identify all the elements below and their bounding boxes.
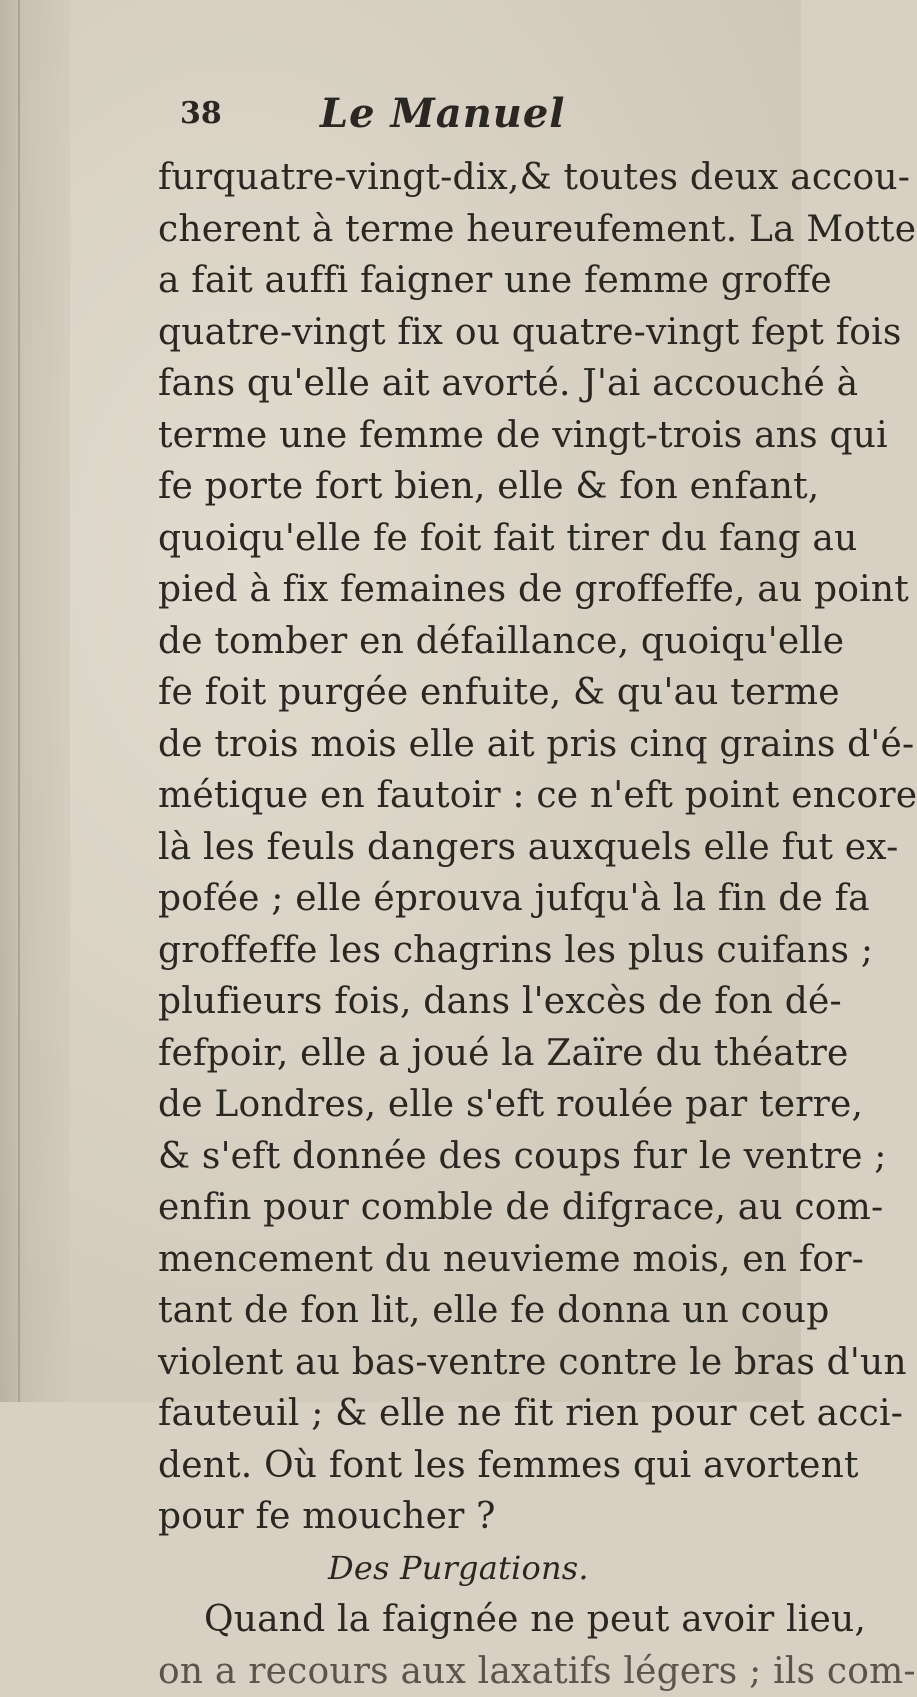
text-line: on a recours aux laxatifs légers ; ils com- xyxy=(158,1646,768,1697)
text-line: furquatre-vingt-dix,& toutes deux accou- xyxy=(158,152,768,204)
page-header xyxy=(180,96,650,136)
text-line: dent. Où font les femmes qui avortent xyxy=(158,1440,768,1492)
text-line: terme une femme de vingt-trois ans qui xyxy=(158,410,768,462)
text-line: tant de fon lit, elle fe donna un coup xyxy=(158,1285,768,1337)
text-line: fe porte fort bien, elle & fon enfant, xyxy=(158,461,768,513)
text-line: enfin pour comble de difgrace, au com- xyxy=(158,1182,768,1234)
text-line: & s'eft donnée des coups fur le ventre ; xyxy=(158,1131,768,1183)
text-line: de Londres, elle s'eft roulée par terre, xyxy=(158,1079,768,1131)
page-number: 38 xyxy=(180,96,222,131)
text-line: groffeffe les chagrins les plus cuifans ; xyxy=(158,925,768,977)
body-text xyxy=(158,152,768,1697)
running-title: Le Manuel xyxy=(320,90,566,137)
text-line: de trois mois elle ait pris cinq grains d'é- xyxy=(158,719,768,771)
text-line: quatre-vingt fix ou quatre-vingt fept fois xyxy=(158,307,768,359)
page-fold-line xyxy=(18,0,20,1402)
text-line: a fait auffi faigner une femme groffe xyxy=(158,255,768,307)
text-line: pour fe moucher ? xyxy=(158,1491,768,1543)
text-line: quoiqu'elle fe foit fait tirer du fang au xyxy=(158,513,768,565)
text-line: Quand la faignée ne peut avoir lieu, xyxy=(158,1594,768,1646)
text-line: fe foit purgée enfuite, & qu'au terme xyxy=(158,667,768,719)
text-line: fefpoir, elle a joué la Zaïre du théatre xyxy=(158,1028,768,1080)
text-line: mencement du neuvieme mois, en for- xyxy=(158,1234,768,1286)
text-line: fans qu'elle ait avorté. J'ai accouché à xyxy=(158,358,768,410)
page-gutter-shadow xyxy=(0,0,70,1402)
text-line: de tomber en défaillance, quoiqu'elle xyxy=(158,616,768,668)
text-line: fauteuil ; & elle ne fit rien pour cet acci- xyxy=(158,1388,768,1440)
text-line: métique en fautoir : ce n'eft point encore xyxy=(158,770,768,822)
text-line: là les feuls dangers auxquels elle fut ex- xyxy=(158,822,768,874)
text-line: plufieurs fois, dans l'excès de fon dé- xyxy=(158,976,768,1028)
section-heading: Des Purgations. xyxy=(158,1543,768,1595)
text-line: cherent à terme heureufement. La Motte xyxy=(158,204,768,256)
text-line: violent au bas-ventre contre le bras d'un xyxy=(158,1337,768,1389)
text-line: pied à fix femaines de groffeffe, au point xyxy=(158,564,768,616)
text-line: pofée ; elle éprouva jufqu'à la fin de fa xyxy=(158,873,768,925)
